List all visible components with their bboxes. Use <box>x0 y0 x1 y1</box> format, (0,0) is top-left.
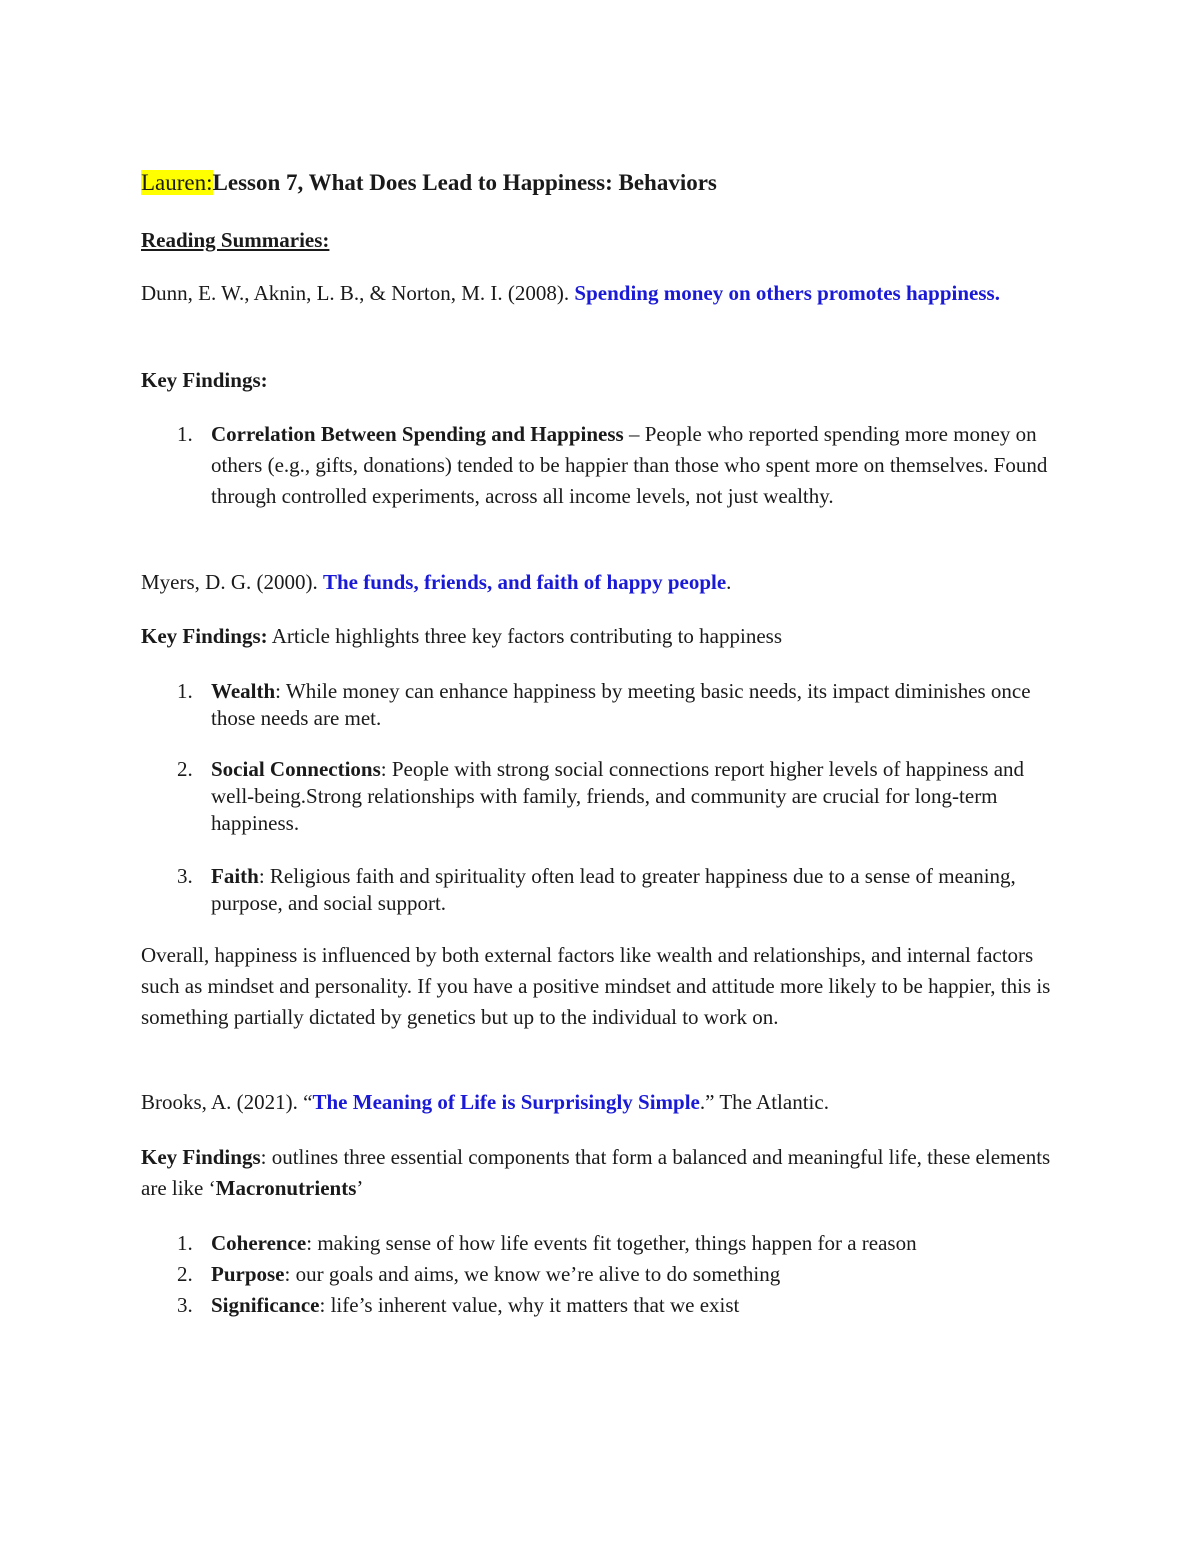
list-term: Purpose <box>211 1262 285 1286</box>
key-findings-list-1 <box>141 419 1061 512</box>
page-title <box>141 166 717 200</box>
key-findings-text: : outlines three essential components that form a balanced and meaningful life, these elements are like ‘ <box>141 1145 1051 1200</box>
key-findings-heading: Key Findings: <box>141 368 268 392</box>
citation-text: Myers, D. G. (2000). <box>141 570 323 594</box>
list-item <box>141 678 1061 732</box>
list-item <box>141 1228 1061 1259</box>
overall-paragraph: Overall, happiness is influenced by both external factors like wealth and relationships, and internal factors such as mindset and personality. If you have a positive mindset and attitude more likely to be happier, this is something partially dictated by genetics but up to the individual to work on. <box>141 943 1051 1029</box>
key-findings-list-3 <box>141 1228 1061 1321</box>
reading-summaries-heading: Reading Summaries: <box>141 228 330 252</box>
list-item <box>141 1259 1061 1290</box>
reference-myers: Myers, D. G. (2000). The funds, friends, and faith of happy people. <box>141 570 732 594</box>
list-term: Coherence <box>211 1231 307 1255</box>
list-text: : While money can enhance happiness by meeting basic needs, its impact diminishes once those needs are met. <box>211 679 1031 730</box>
list-term: Faith <box>211 864 259 888</box>
list-term: Correlation Between Spending and Happiness <box>211 422 624 446</box>
article-title-link[interactable]: Spending money on others promotes happiness. <box>574 281 1000 305</box>
list-term: Wealth <box>211 679 276 703</box>
list-term: Significance <box>211 1293 320 1317</box>
list-item <box>141 863 1061 917</box>
list-number: 1. <box>177 1231 193 1255</box>
list-number: 3. <box>177 864 193 888</box>
title-text: Lesson 7, What Does Lead to Happiness: Behaviors <box>212 170 717 195</box>
list-text: : our goals and aims, we know we’re alive to do something <box>284 1262 781 1286</box>
key-findings-text: Article highlights three key factors contributing to happiness <box>267 624 782 648</box>
macronutrients-term: Macronutrients <box>215 1176 357 1200</box>
list-number: 1. <box>177 679 193 703</box>
list-number: 1. <box>177 422 193 446</box>
list-text: : Religious faith and spirituality often lead to greater happiness due to a sense of meaning, purpose, and social support. <box>211 864 1016 915</box>
list-text: : People with strong social connections report higher levels of happiness and well-being.Strong relationships with family, friends, and community are crucial for long-term happiness. <box>211 757 1025 835</box>
citation-text: Dunn, E. W., Aknin, L. B., & Norton, M. I. (2008). <box>141 281 575 305</box>
list-text: : life’s inherent value, why it matters that we exist <box>319 1293 740 1317</box>
list-item <box>141 1290 1061 1321</box>
article-title-link[interactable]: The Meaning of Life is Surprisingly Simple <box>312 1090 700 1114</box>
list-text: – People who reported spending more money on others (e.g., gifts, donations) tended to be happier than those who spent more on themselves. Found through controlled experiments, across all income levels, not just wealthy. <box>211 422 1048 508</box>
article-title-link[interactable]: The funds, friends, and faith of happy people <box>322 570 727 594</box>
list-term: Social Connections <box>211 757 381 781</box>
author-highlight: Lauren: <box>141 170 213 195</box>
list-item <box>141 756 1061 837</box>
list-text: : making sense of how life events fit together, things happen for a reason <box>306 1231 917 1255</box>
reference-brooks: Brooks, A. (2021). “The Meaning of Life is Surprisingly Simple.” The Atlantic. <box>141 1090 829 1114</box>
key-findings-heading: Key Findings <box>141 1145 261 1169</box>
list-number: 2. <box>177 757 193 781</box>
key-findings-intro-2 <box>141 621 1061 652</box>
reference-dunn <box>141 278 1061 309</box>
list-number: 2. <box>177 1262 193 1286</box>
key-findings-intro-3: Key Findings: outlines three essential components that form a balanced and meaningful life, these elements are like ‘Macronutrients’ <box>141 1145 1051 1200</box>
key-findings-heading: Key Findings: <box>141 624 268 648</box>
citation-text: Brooks, A. (2021). “ <box>141 1090 313 1114</box>
key-findings-list-2 <box>141 678 1061 917</box>
list-number: 3. <box>177 1293 193 1317</box>
list-item <box>141 419 1061 512</box>
